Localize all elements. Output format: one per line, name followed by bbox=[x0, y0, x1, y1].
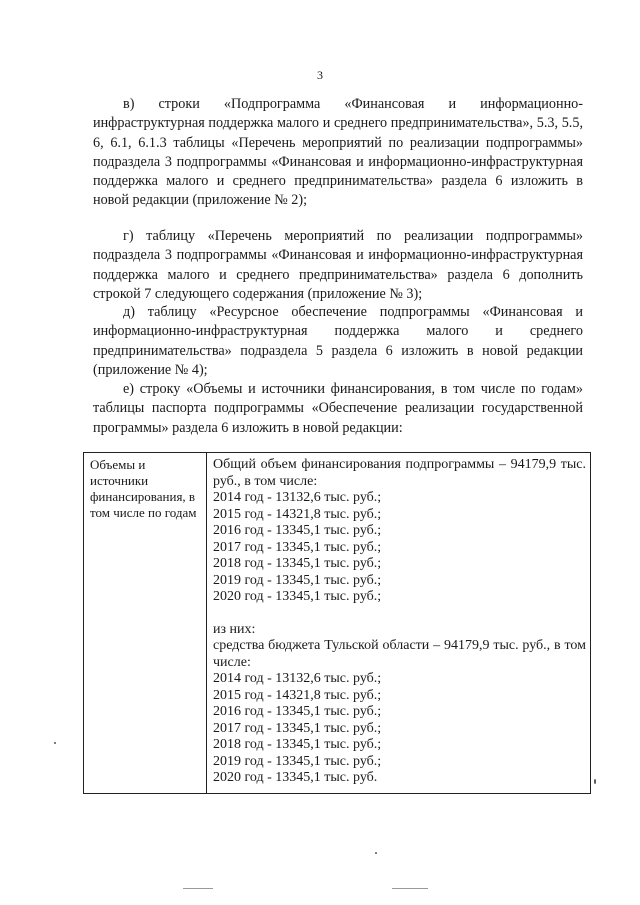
paragraph-d: д) таблицу «Ресурсное обеспечение подпрограммы «Финансовая и информационно-инфраструктурная поддержка малого и среднего предпринимательства» подраздела 5 раздела 6 изложить в новой редакции (приложение № 4); bbox=[93, 304, 583, 378]
total-financing: Общий объем финансирования подпрограммы – 94179,9 тыс. руб., в том числе: bbox=[213, 457, 586, 489]
scan-speck bbox=[54, 742, 56, 744]
budget-year-line: 2018 год - 13345,1 тыс. руб.; bbox=[213, 737, 382, 752]
budget-year-line: 2015 год - 14321,8 тыс. руб.; bbox=[213, 687, 382, 703]
scan-speck bbox=[183, 888, 213, 889]
paragraph-e: е) строку «Объемы и источники финансирования, в том числе по годам» таблицы паспорта подпрограммы «Обеспечение реализации государственной программы» раздела 6 изложить в новой редакции: bbox=[93, 381, 583, 436]
scan-speck bbox=[375, 852, 377, 854]
total-year-line: 2014 год - 13132,6 тыс. руб.; bbox=[213, 490, 382, 505]
financing-value-cell bbox=[207, 453, 591, 794]
scan-speck bbox=[392, 888, 428, 889]
total-year-line: 2018 год - 13345,1 тыс. руб.; bbox=[213, 556, 382, 571]
total-year-line: 2016 год - 13345,1 тыс. руб.; bbox=[213, 523, 382, 538]
total-year-line: 2019 год - 13345,1 тыс. руб.; bbox=[213, 572, 382, 588]
total-year-line: 2015 год - 14321,8 тыс. руб.; bbox=[213, 506, 382, 522]
budget-year-line: 2017 год - 13345,1 тыс. руб.; bbox=[213, 720, 382, 736]
page-number: 3 bbox=[317, 68, 323, 82]
budget-financing: средства бюджета Тульской области – 94179,9 тыс. руб., в том числе: bbox=[213, 638, 586, 670]
financing-label: Объемы и источники финансирования, в том числе по годам bbox=[90, 457, 197, 520]
budget-year-line: 2020 год - 13345,1 тыс. руб. bbox=[213, 770, 378, 785]
budget-year-line: 2014 год - 13132,6 тыс. руб.; bbox=[213, 671, 382, 686]
financing-table bbox=[83, 452, 591, 794]
paragraph-v: в) строки «Подпрограмма «Финансовая и информационно-инфраструктурная поддержка малого и среднего предпринимательства», 5.3, 5.5, 6, 6.1, 6.1.3 таблицы «Перечень мероприятий по реализации подпрограммы» подраздела 3 подпрограммы «Финансовая и информационно-инфраструктурная поддержка малого и среднего предпринимательства» раздела 6 изложить в новой редакции (приложение № 2); bbox=[93, 96, 583, 209]
scan-speck bbox=[594, 779, 596, 784]
spacer bbox=[213, 606, 586, 622]
financing-label-cell bbox=[84, 453, 207, 794]
total-year-line: 2017 год - 13345,1 тыс. руб.; bbox=[213, 539, 382, 555]
of-which-label: из них: bbox=[213, 621, 256, 637]
paragraph-g: г) таблицу «Перечень мероприятий по реализации подпрограммы» подраздела 3 подпрограммы «Финансовая и информационно-инфраструктурная поддержка малого и среднего предпринимательства» раздела 6 дополнить строкой 7 следующего содержания (приложение № 3); bbox=[93, 228, 583, 302]
financing-row bbox=[84, 453, 591, 794]
budget-year-line: 2016 год - 13345,1 тыс. руб.; bbox=[213, 704, 382, 719]
total-year-line: 2020 год - 13345,1 тыс. руб.; bbox=[213, 589, 382, 604]
budget-year-line: 2019 год - 13345,1 тыс. руб.; bbox=[213, 753, 382, 769]
